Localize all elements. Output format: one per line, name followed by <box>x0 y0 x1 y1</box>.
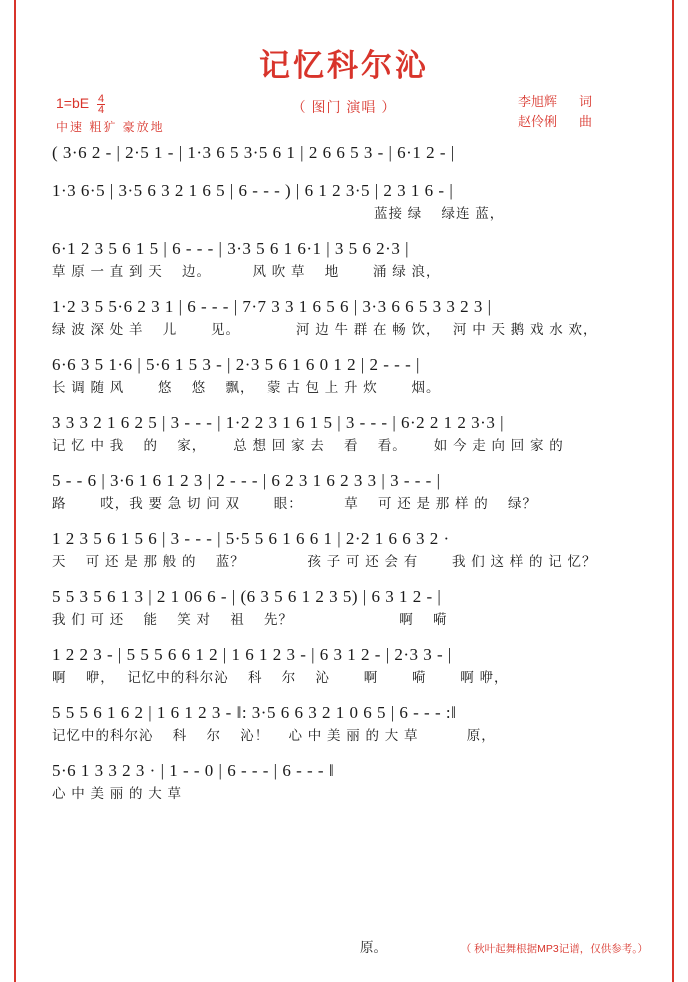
singer-line: （ 图门 演唱 ） <box>291 99 397 115</box>
notation-row: 6·6 3 5 1·6 | 5·6 1 5 3 - | 2·3 5 6 1 6 0 1 2 | 2 - - - | <box>52 355 420 374</box>
key-value: bE <box>71 95 90 112</box>
notation-row: 1 2 2 3 - | 5 5 5 6 6 1 2 | 1 6 1 2 3 - | 6 3 1 2 - | 2·3 3 - | <box>52 645 452 664</box>
notation-row: 1 2 3 5 6 1 5 6 | 3 - - - | 5·5 5 6 1 6 6 1 | 2·2 1 6 6 3 2 · <box>52 529 450 548</box>
notation-row: 5·6 1 3 3 2 3 · | 1 - - 0 | 6 - - - | 6 - - - ‖ <box>52 761 335 780</box>
lyric-row: 草 原 一 直 到 天 边。 风 吹 草 地 涌 绿 浪， <box>52 264 441 279</box>
time-denominator: 4 <box>97 104 105 116</box>
notation-row: 1·3 6·5 | 3·5 6 3 2 1 6 5 | 6 - - - ) | 6 1 2 3·5 | 2 3 1 6 - | <box>52 181 454 200</box>
score-line-1 <box>44 140 644 166</box>
page-title: 记忆科尔沁 <box>259 48 429 83</box>
border-left <box>14 0 16 982</box>
tempo-marking: 中速 粗犷 豪放地 <box>56 120 165 134</box>
key-prefix: 1= <box>56 95 72 112</box>
lyric-row: 路 哎，我 要 急 切 问 双 眼： 草 可 还 是 那 样 的 绿？ <box>52 496 538 511</box>
score-line-4 <box>44 294 644 340</box>
lyric-row: 长 调 随 风 悠 悠 飘， 蒙 古 包 上 升 炊 烟。 <box>52 380 441 395</box>
composer-line <box>518 112 592 132</box>
composer-name: 赵伶俐 <box>517 114 557 129</box>
key-signature <box>56 94 105 115</box>
notation-row: 5 5 5 6 1 6 2 | 1 6 1 2 3 - ‖: 3·5 6 6 3 2 1 0 6 5 | 6 - - - :‖ <box>52 703 457 722</box>
score-line-9 <box>44 584 644 630</box>
credits-block <box>518 92 592 132</box>
notation-row: 5 - - 6 | 3·6 1 6 1 2 3 | 2 - - - | 6 2 3 1 6 2 3 3 | 3 - - - | <box>52 471 441 490</box>
notation-row: 5 5 3 5 6 1 3 | 2 1 06 6 - | (6 3 5 6 1 2 3 5) | 6 3 1 2 - | <box>52 587 442 606</box>
score-line-7 <box>44 468 644 514</box>
score-line-11 <box>44 700 644 746</box>
score-line-5 <box>44 352 644 398</box>
final-lyric: 原。 <box>360 940 387 955</box>
lyric-row: 心 中 美 丽 的 大 草 <box>52 786 183 801</box>
lyric-row: 啊 咿， 记忆中的科尔沁 科 尔 沁 啊 嗬 啊 咿， <box>52 670 509 685</box>
score-line-10 <box>44 642 644 688</box>
score-line-8 <box>44 526 644 572</box>
lyric-row: 绿 波 深 处 羊 儿 见。 河 边 牛 群 在 畅 饮， 河 中 天 鹅 戏 水 欢， <box>52 322 598 337</box>
score-line-6 <box>44 410 644 456</box>
lyricist-line <box>518 92 592 112</box>
lyric-row: 我 们 可 还 能 笑 对 祖 先？ 啊 嗬 <box>52 612 448 627</box>
notation-row: 6·1 2 3 5 6 1 5 | 6 - - - | 3·3 5 6 1 6·1 | 3 5 6 2·3 | <box>52 239 409 258</box>
transcription-note: （ 秋叶起舞根据MP3记谱，仅供参考。） <box>460 943 648 955</box>
time-numerator: 4 <box>97 93 105 105</box>
score-line-2 <box>44 178 644 224</box>
border-right <box>672 0 674 982</box>
lyric-row: 蓝接 绿 绿连 蓝， <box>374 206 505 221</box>
lyric-row: 记忆中的科尔沁 科 尔 沁！ 心 中 美 丽 的 大 草 原， <box>52 728 496 743</box>
score-body <box>44 140 644 816</box>
lyric-row: 记 忆 中 我 的 家， 总 想 回 家 去 看 看。 如 今 走 向 回 家 的 <box>52 438 564 453</box>
notation-row: 3 3 3 2 1 6 2 5 | 3 - - - | 1·2 2 3 1 6 1 5 | 3 - - - | 6·2 2 1 2 3·3 | <box>52 413 504 432</box>
notation-row: ( 3·6 2 - | 2·5 1 - | 1·3 6 5 3·5 6 1 | 2 6 6 5 3 - | 6·1 2 - | <box>52 143 455 162</box>
lyricist-role: 词 <box>578 94 592 109</box>
notation-row: 1·2 3 5 5·6 2 3 1 | 6 - - - | 7·7 3 3 1 6 5 6 | 3·3 6 6 5 3 3 2 3 | <box>52 297 492 316</box>
score-line-12 <box>44 758 644 804</box>
time-signature <box>97 94 105 115</box>
score-line-3 <box>44 236 644 282</box>
composer-role: 曲 <box>578 114 592 129</box>
lyricist-name: 李旭辉 <box>517 94 557 109</box>
lyric-row: 天 可 还 是 那 般 的 蓝？ 孩 子 可 还 会 有 我 们 这 样 的 记 忆？ <box>52 554 597 569</box>
